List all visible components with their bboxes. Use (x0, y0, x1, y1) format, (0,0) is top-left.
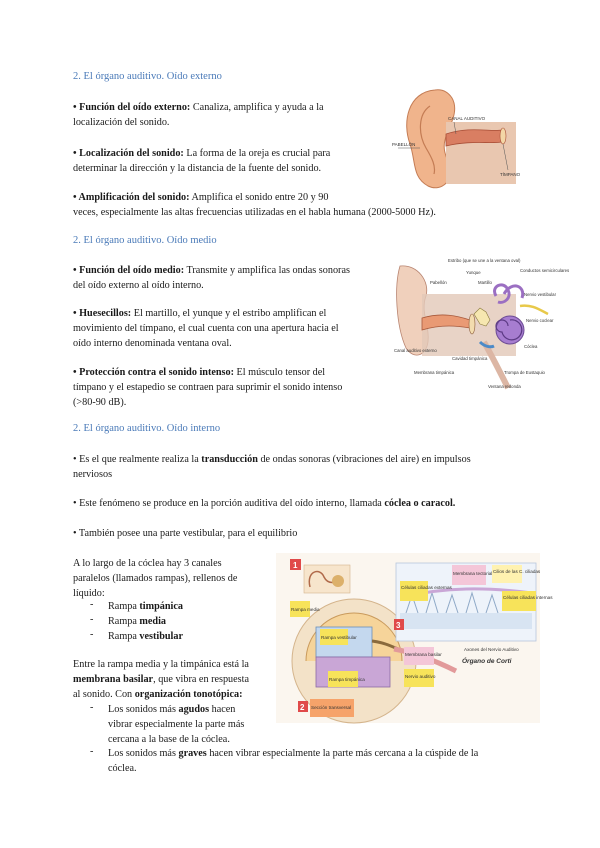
bullet-middle-protection (73, 365, 393, 410)
text-line: Los sonidos más (108, 748, 179, 759)
ramp-prefix: Rampa (108, 616, 140, 627)
text-line: cóclea. (108, 763, 137, 774)
figure-number-badge: 1 (293, 561, 298, 570)
bullet-text: • Este fenómeno se produce en la porción auditiva del oído interno, llamada (73, 498, 385, 509)
bullet-inner-transduction (73, 452, 543, 482)
text-line: A lo largo de la cóclea hay 3 canales (73, 558, 222, 569)
bullet-label: • Función del oído medio: (73, 265, 185, 276)
cochlea-label: Rampa media (291, 607, 320, 612)
bullet-text-line2: nerviosos (73, 469, 113, 480)
bullet-text-line2: movimiento del tímpano, el cual cuenta con una apertura hacia el (73, 323, 339, 334)
section-heading-inner: 2. El órgano auditivo. Oído interno (73, 423, 221, 434)
list-dash: - (90, 629, 94, 640)
bullet-outer-function (73, 100, 403, 130)
bullet-bold: transducción (201, 454, 258, 465)
middle-ear-label: Trompa de Eustaquio (504, 370, 545, 375)
cochlea-label: Membrana tectorial (453, 571, 493, 576)
paragraph-canals (73, 556, 273, 601)
text-line: vibrar especialmente la parte más (108, 719, 245, 730)
ramp-name: vestibular (139, 631, 183, 642)
list-item-ramp (108, 599, 183, 614)
cochlea-label: Rampa vestibular (321, 635, 357, 640)
cochlea-label: Células ciliadas internas (503, 595, 553, 600)
figure-number-badge: 3 (396, 621, 401, 630)
ramp-name: media (139, 616, 167, 627)
middle-ear-label: Estribo (que se une a la ventana oval) (448, 258, 521, 263)
bullet-text: Amplifica el sonido entre 20 y 90 (189, 192, 329, 203)
bullet-text-line2: veces, especialmente las altas frecuencias utilizadas en el habla humana (2000-5000 Hz). (73, 207, 436, 218)
bullet-label: • Amplificación del sonido: (73, 192, 190, 203)
text-line: Entre la rampa media y la timpánica está la (73, 659, 249, 670)
middle-ear-label: Pabellón (430, 280, 447, 285)
bullet-text-line2: del oído externo al oído interno. (73, 280, 204, 291)
middle-ear-label: Nervio vestibular (524, 292, 557, 297)
text-line: Los sonidos más (108, 704, 179, 715)
text-line: hacen (209, 704, 236, 715)
bullet-outer-amplification (73, 190, 543, 220)
bullet-text: • Es el que realmente realiza la (73, 454, 202, 465)
cochlea-label: Membrana basilar (405, 652, 442, 657)
bullet-text: Canaliza, amplifica y ayuda a la (190, 102, 324, 113)
figure-number-badge: 2 (300, 703, 305, 712)
cochlea-figure (276, 553, 553, 723)
bullet-text-line2: determinar la dirección y la distancia de la fuente del sonido. (73, 163, 322, 174)
middle-ear-label: Cavidad timpánica (452, 356, 488, 361)
section-heading-outer: 2. El órgano auditivo. Oído externo (73, 71, 222, 82)
text-line: al sonido. Con (73, 689, 135, 700)
bullet-inner-vestibular: • También posee una parte vestibular, para el equilibrio (73, 528, 298, 539)
cochlea-label: Células ciliadas externas (401, 585, 452, 590)
ramp-prefix: Rampa (108, 601, 140, 612)
middle-ear-label: Yunque (466, 270, 481, 275)
bullet-text-line2: localización del sonido. (73, 117, 170, 128)
ramp-prefix: Rampa (108, 631, 140, 642)
list-item-ramp (108, 614, 166, 629)
cochlea-label: Rampa timpánica (329, 677, 365, 682)
middle-ear-label: Ventana redonda (488, 384, 521, 389)
section-heading-middle: 2. El órgano auditivo. Oído medio (73, 235, 217, 246)
middle-ear-label: Conductos semicirculares (520, 268, 570, 273)
middle-ear-label: Martillo (478, 280, 492, 285)
bullet-text-line3: oído interno denominada ventana oval. (73, 338, 232, 349)
bullet-label: • Localización del sonido: (73, 148, 184, 159)
list-item-low-sounds (108, 746, 548, 776)
bullet-text: El martillo, el yunque y el estribo amplifican el (131, 308, 327, 319)
list-dash: - (90, 614, 94, 625)
cochlea-label: Cilios de las C. ciliadas (493, 569, 541, 574)
bullet-text-line3: (>80-90 dB). (73, 397, 127, 408)
text-line: líquido: (73, 588, 105, 599)
text-line: hacen vibrar especialmente la parte más cercana a la cúspide de la (206, 748, 479, 759)
text-bold: agudos (178, 704, 210, 715)
bullet-bold: cóclea o caracol. (384, 498, 456, 509)
outer-ear-label: TÍMPANO (500, 172, 521, 177)
outer-ear-figure (390, 82, 540, 194)
middle-ear-label: Nervio coclear (526, 318, 554, 323)
bullet-text: El músculo tensor del (234, 367, 326, 378)
list-item-high-sounds (108, 702, 278, 747)
bullet-middle-function (73, 263, 383, 293)
text-line: , que vibra en respuesta (153, 674, 249, 685)
organ-of-corti-title: Órgano de Corti (462, 658, 512, 665)
ramp-name: timpánica (139, 601, 183, 612)
cochlea-label: Nervio auditivo (405, 674, 436, 679)
bullet-text: Transmite y amplifica las ondas sonoras (184, 265, 350, 276)
bullet-outer-localization (73, 146, 403, 176)
bullet-text-line2: tímpano y el estapedio se contraen para suprimir el sonido intenso (73, 382, 343, 393)
bullet-label: • Huesecillos: (73, 308, 132, 319)
bullet-label: • Protección contra el sonido intenso: (73, 367, 234, 378)
middle-ear-label: Membrana timpánica (414, 370, 455, 375)
cochlea-label: Sección transversal (311, 705, 352, 710)
text-bold: organización tonotópica: (134, 689, 243, 700)
list-dash: - (90, 746, 94, 757)
text-line: paralelos (llamados rampas), rellenos de (73, 573, 238, 584)
bullet-text: de ondas sonoras (vibraciones del aire) en impulsos (257, 454, 471, 465)
text-bold: graves (178, 748, 207, 759)
cochlea-label: Axones del Nervio Auditivo (464, 647, 519, 652)
text-line: cercana a la base de la cóclea. (108, 734, 230, 745)
middle-ear-label: Cóclea (524, 344, 538, 349)
bullet-inner-cochlea (73, 496, 553, 511)
bullet-middle-ossicles (73, 306, 383, 351)
list-item-ramp (108, 629, 183, 644)
bullet-label: • Función del oído externo: (73, 102, 191, 113)
list-dash: - (90, 599, 94, 610)
middle-ear-figure (392, 256, 570, 396)
outer-ear-label: CANAL AUDITIVO (448, 116, 486, 121)
outer-ear-label: PABELLÓN (392, 142, 416, 147)
bullet-text: La forma de la oreja es crucial para (183, 148, 331, 159)
middle-ear-label: Canal auditivo externo (394, 348, 437, 353)
paragraph-basilar (73, 657, 273, 702)
list-dash: - (90, 702, 94, 713)
text-bold: membrana basilar (73, 674, 154, 685)
